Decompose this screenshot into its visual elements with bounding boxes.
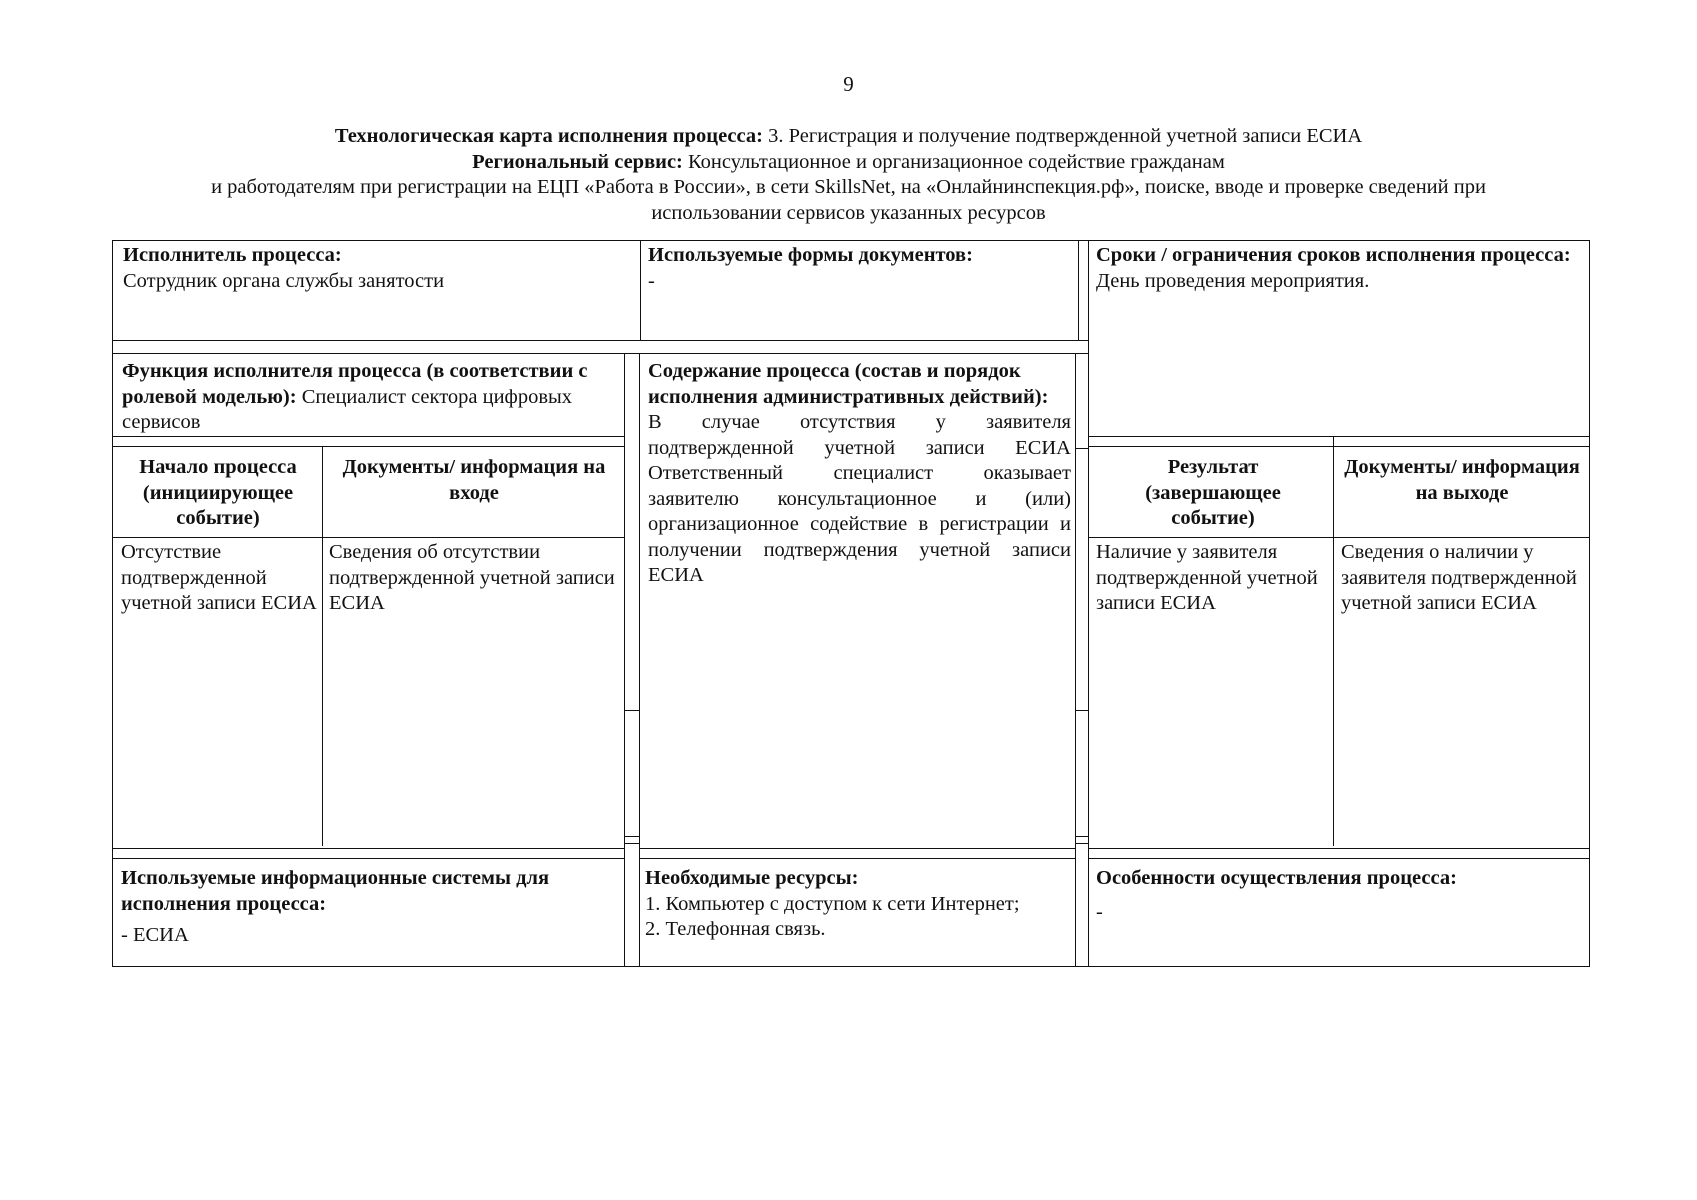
features-label: Особенности осуществления процесса: [1096, 867, 1457, 889]
divider [639, 353, 640, 967]
resources-item-2: 2. Телефонная связь. [645, 918, 826, 940]
executor-label: Исполнитель процесса: [123, 244, 342, 266]
forms-value: - [648, 269, 655, 292]
deadlines-label: Сроки / ограничения сроков исполнения процесса: [1096, 244, 1571, 266]
output-docs-header: Документы/ информация на выходе [1344, 456, 1580, 504]
features-cell [1096, 866, 1584, 925]
heading-line-3: и работодателям при регистрации на ЕЦП «Работа в России», в сети SkillsNet, на «Онлайнинспекция.рф», поиске, вводе и проверке сведений при [211, 176, 1486, 198]
content-value: В случае отсутствия у заявителя подтвержденной учетной записи ЕСИА Ответственный специалист оказывает заявителю консультационное и (или) организационное содействие в регистрации и получении подтверждения учетной записи ЕСИА [648, 411, 1071, 586]
divider [1088, 858, 1590, 859]
divider [1075, 353, 1076, 967]
heading-line-1: Технологическая карта исполнения процесса: 3. Регистрация и получение подтвержденной учетной записи ЕСИА [334, 125, 1363, 147]
deadlines-cell [1096, 243, 1584, 294]
divider [112, 858, 624, 859]
divider [322, 446, 323, 846]
divider [1088, 537, 1590, 538]
function-value: Специалист сектора цифровых сервисов [122, 385, 573, 433]
function-cell [122, 359, 620, 436]
systems-cell [121, 866, 619, 949]
divider [112, 353, 1088, 354]
divider [112, 340, 1088, 341]
systems-label: Используемые информационные системы для исполнения процесса: [121, 867, 550, 915]
divider [624, 710, 639, 711]
divider [624, 843, 639, 844]
divider [1075, 448, 1088, 449]
document-heading [140, 124, 1557, 226]
divider [624, 353, 625, 967]
function-label: Функция исполнителя процесса (в соответствии с ролевой моделью): [122, 360, 588, 408]
divider [112, 848, 624, 849]
content-cell [648, 359, 1071, 589]
divider [639, 858, 1075, 859]
start-value: Отсутствие подтвержденной учетной записи ЕСИА [121, 541, 317, 614]
resources-label: Необходимые ресурсы: [645, 867, 859, 889]
divider [112, 446, 624, 447]
start-header: Начало процесса (инициирующее событие) [139, 456, 297, 529]
forms-label: Используемые формы документов: [648, 244, 973, 266]
resources-item-1: 1. Компьютер с доступом к сети Интернет; [645, 892, 1020, 915]
page-number: 9 [843, 72, 854, 96]
divider [112, 537, 624, 538]
divider [640, 240, 641, 340]
result-header: Результат (завершающее событие) [1145, 456, 1281, 529]
divider [1088, 436, 1590, 437]
output-docs-value: Сведения о наличии у заявителя подтвержденной учетной записи ЕСИА [1341, 541, 1577, 614]
systems-value: - ЕСИА [121, 924, 189, 946]
content-label: Содержание процесса (состав и порядок исполнения административных действий): [648, 360, 1049, 408]
executor-cell [123, 243, 633, 294]
divider [1075, 710, 1088, 711]
deadlines-value: День проведения мероприятия. [1096, 269, 1370, 292]
divider [1078, 240, 1079, 340]
divider [1088, 848, 1590, 849]
heading-line-2: Региональный сервис: Консультационное и организационное содействие гражданам [472, 150, 1225, 173]
heading-line-4: использовании сервисов указанных ресурсов [651, 201, 1046, 224]
divider [1088, 446, 1590, 447]
divider [112, 436, 624, 437]
divider [1075, 836, 1088, 837]
input-docs-header: Документы/ информация на входе [342, 456, 606, 504]
features-value: - [1096, 900, 1103, 923]
divider [639, 848, 1075, 849]
input-docs-value: Сведения об отсутствии подтвержденной учетной записи ЕСИА [329, 541, 615, 614]
result-value: Наличие у заявителя подтвержденной учетной записи ЕСИА [1096, 541, 1318, 614]
executor-value: Сотрудник органа службы занятости [123, 269, 445, 292]
divider [1075, 843, 1088, 844]
divider [624, 836, 639, 837]
forms-cell [648, 243, 1073, 294]
resources-cell [645, 866, 1073, 943]
